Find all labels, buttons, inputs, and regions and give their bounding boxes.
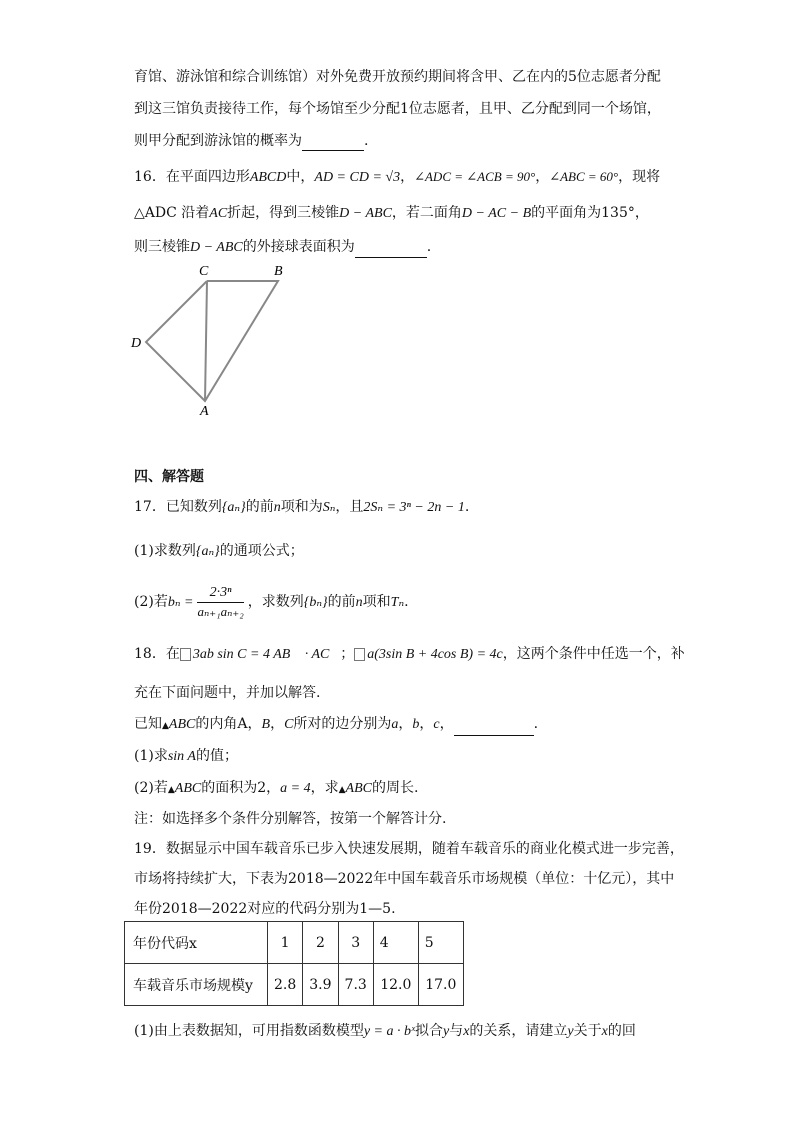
p17-line1: 17．已知数列{aₙ}的前n项和为Sₙ，且2Sₙ = 3ⁿ − 2n − 1.	[134, 499, 470, 515]
answer-blank	[302, 136, 364, 151]
p18-line1: 18．在 3ab sin C = 4 AB⃗ · AC⃗； a(3sin B + 4cos B) = 4c，这两个条件中任选一个，补	[134, 646, 685, 662]
label-b: B	[274, 264, 283, 279]
p15-line1: 育馆、游泳馆和综合训练馆）对外免费开放预约期间将含甲、乙在内的5位志愿者分配	[134, 69, 661, 85]
table-cell: 2	[303, 922, 338, 964]
p17-question2: (2)若bₙ = $\frac{\text{2·3ⁿ}}{\text{aₙ₊₁aₙ₊₂}}$ ，求数列{bₙ}的前n项和Tₙ.	[134, 584, 409, 619]
label-a: A	[200, 404, 209, 419]
condition-2-marker	[354, 648, 365, 661]
p19-question1: (1)由上表数据知，可用指数函数模型y = a · bˣ拟合y与x的关系，请建立y关于x的回	[134, 1023, 636, 1039]
table-cell: 5	[418, 922, 463, 964]
table-header-cell: 年份代码x	[125, 922, 268, 964]
table-cell: 4	[373, 922, 418, 964]
table-cell: 2.8	[268, 964, 303, 1006]
figure-diagonal-ca	[205, 281, 207, 401]
table-cell: 3	[338, 922, 373, 964]
p16-line3: 则三棱锥D − ABC的外接球表面积为 .	[134, 237, 431, 258]
quadrilateral-figure	[120, 255, 300, 425]
table-cell: 3.9	[303, 964, 338, 1006]
table-cell: 7.3	[338, 964, 373, 1006]
table-row	[125, 964, 464, 1006]
table-cell: 17.0	[418, 964, 463, 1006]
p17-question1: (1)求数列{aₙ}的通项公式；	[134, 543, 304, 559]
table-row	[125, 922, 464, 964]
answer-blank	[355, 243, 427, 258]
table-cell: 12.0	[373, 964, 418, 1006]
figure-edges	[146, 281, 278, 401]
condition-1-marker	[180, 648, 191, 661]
table-cell: 1	[268, 922, 303, 964]
fraction: $\frac{\text{2·3ⁿ}}{\text{aₙ₊₁aₙ₊₂}}$	[197, 584, 244, 619]
label-c: C	[199, 264, 209, 279]
section-heading: 四、解答题	[134, 469, 204, 485]
answer-blank	[454, 721, 534, 736]
p19-line1: 19．数据显示中国车载音乐已步入快速发展期，随着车载音乐的商业化模式进一步完善，	[134, 841, 684, 857]
p18-question2: (2)若▲ABC的面积为2，a = 4，求▲ABC的周长.	[134, 780, 419, 796]
p16-line2: △ADC 沿着AC折起，得到三棱锥D − ABC，若二面角D − AC − B的平面角为135°，	[134, 205, 649, 221]
table-header-cell: 车载音乐市场规模y	[125, 964, 268, 1006]
market-size-table	[124, 921, 464, 1006]
label-d: D	[131, 336, 142, 351]
p19-line3: 年份2018—2022对应的代码分别为1—5.	[134, 901, 396, 917]
p15-line2: 到这三馆负责接待工作，每个场馆至少分配1位志愿者，且甲、乙分配到同一个场馆，	[134, 101, 661, 117]
p18-line3: 已知▲ABC的内角A，B，C所对的边分别为a，b，c， .	[134, 714, 538, 736]
p18-note: 注：如选择多个条件分别解答，按第一个解答计分.	[134, 811, 447, 827]
p16-line1: 16．在平面四边形ABCD中，AD = CD = √3，∠ADC = ∠ACB = 90°，∠ABC = 60°，现将	[134, 169, 661, 185]
p18-line2: 充在下面问题中，并加以解答.	[134, 685, 321, 701]
p15-line3: 则甲分配到游泳馆的概率为 .	[134, 133, 369, 149]
p19-line2: 市场将持续扩大，下表为2018—2022年中国车载音乐市场规模（单位：十亿元），其中	[134, 871, 675, 887]
p18-question1: (1)求sin A的值；	[134, 748, 238, 764]
